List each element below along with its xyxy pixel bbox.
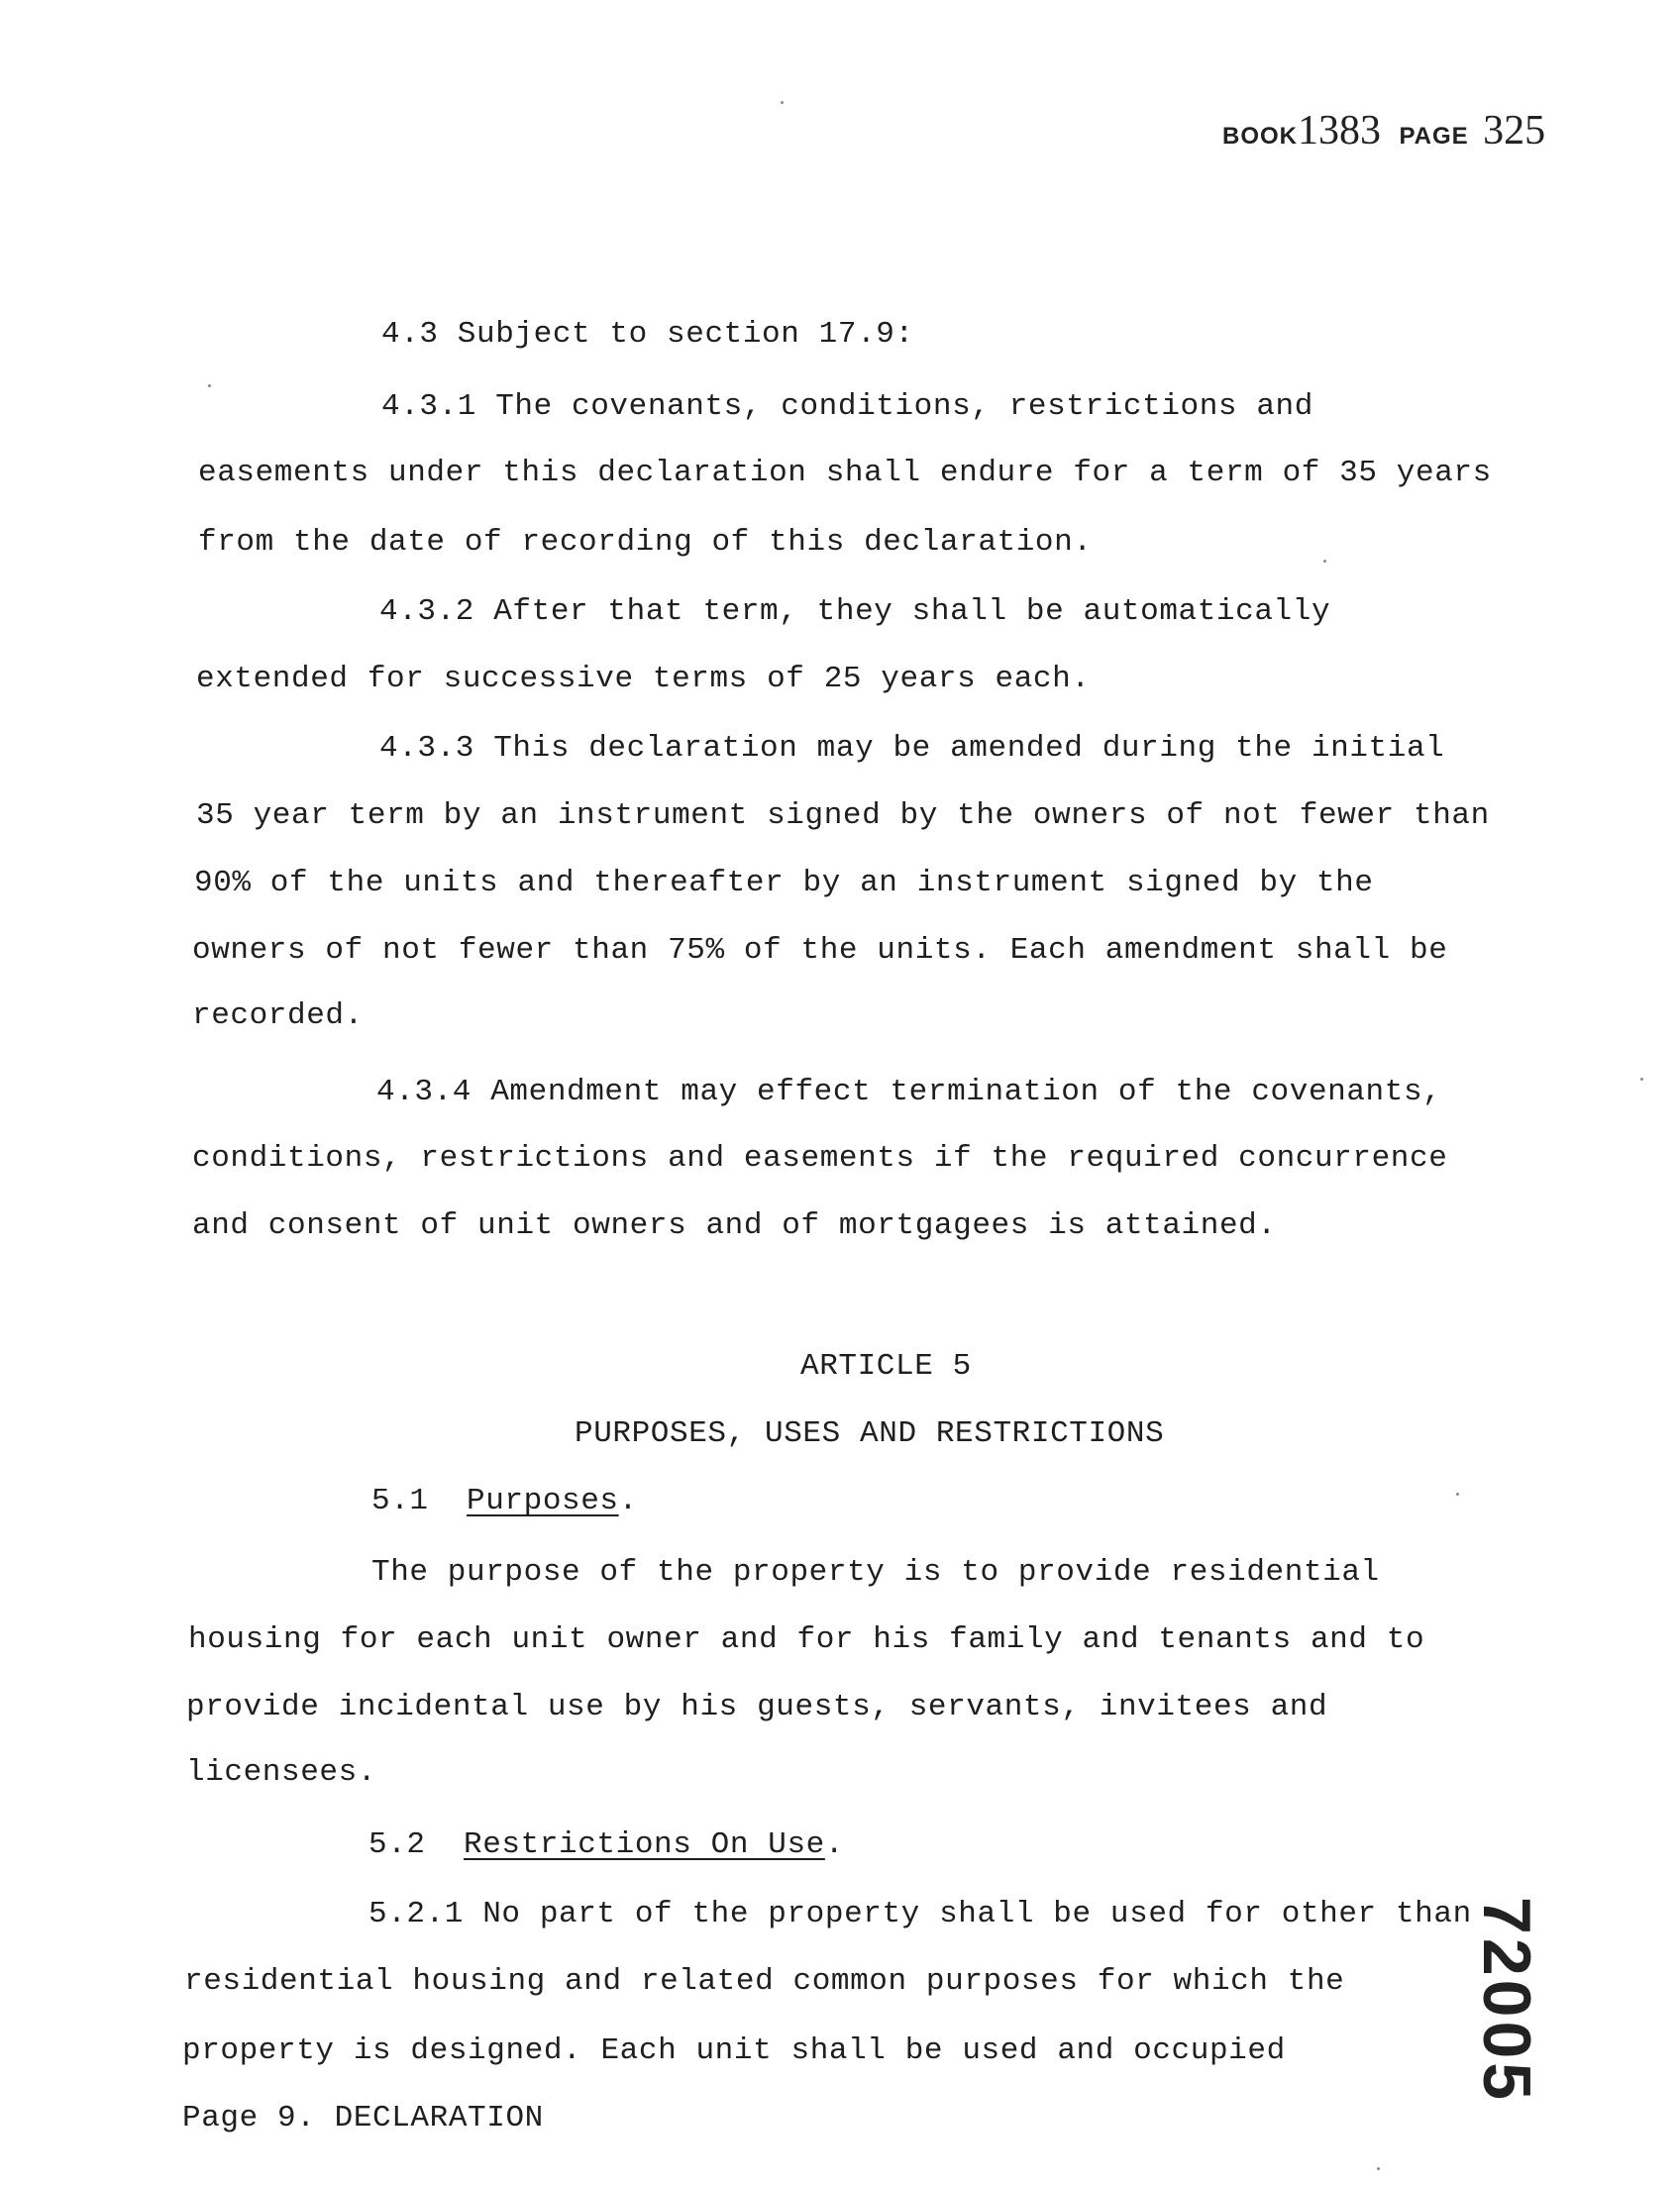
section-5-1-line-1: The purpose of the property is to provide residential bbox=[371, 1555, 1380, 1590]
section-5-1-heading: 5.1 Purposes. bbox=[371, 1484, 638, 1518]
section-5-1-number: 5.1 bbox=[371, 1484, 429, 1518]
book-label: BOOK bbox=[1222, 123, 1298, 150]
section-5-2-heading: 5.2 Restrictions On Use. bbox=[368, 1827, 845, 1862]
section-4-3-3-line-1: 4.3.3 This declaration may be amended during the initial bbox=[379, 731, 1445, 766]
book-page-header bbox=[1222, 107, 1545, 155]
section-4-3-3-line-3: 90% of the units and thereafter by an instrument signed by the bbox=[194, 866, 1374, 900]
section-4-3-4-line-2: conditions, restrictions and easements if the required concurrence bbox=[192, 1141, 1448, 1176]
section-4-3: 4.3 Subject to section 17.9: bbox=[381, 317, 914, 352]
page-number: 325 bbox=[1483, 108, 1546, 154]
section-5-2-number: 5.2 bbox=[368, 1827, 426, 1862]
section-4-3-4-line-3: and consent of unit owners and of mortgagees is attained. bbox=[192, 1208, 1277, 1243]
section-5-2-1-line-2: residential housing and related common purposes for which the bbox=[184, 1964, 1345, 1999]
section-4-3-1-line-1: 4.3.1 The covenants, conditions, restrictions and bbox=[381, 389, 1313, 424]
section-4-3-3-line-2: 35 year term by an instrument signed by the owners of not fewer than bbox=[196, 798, 1490, 833]
section-5-1-line-3: provide incidental use by his guests, servants, invitees and bbox=[186, 1690, 1328, 1724]
recording-stamp-number: 72005 bbox=[1469, 1897, 1544, 2105]
footer-page-reference: Page 9. DECLARATION bbox=[182, 2101, 544, 2135]
section-4-3-4-line-1: 4.3.4 Amendment may effect termination of the covenants, bbox=[376, 1075, 1442, 1109]
section-4-3-2-line-2: extended for successive terms of 25 years each. bbox=[196, 662, 1091, 696]
article-title: ARTICLE 5 bbox=[800, 1349, 972, 1384]
article-subtitle: PURPOSES, USES AND RESTRICTIONS bbox=[575, 1416, 1165, 1451]
section-4-3-3-line-4: owners of not fewer than 75% of the units. Each amendment shall be bbox=[192, 933, 1448, 968]
scan-speck bbox=[781, 101, 784, 104]
section-5-1-line-4: licensees. bbox=[186, 1755, 377, 1790]
section-5-1-line-2: housing for each unit owner and for his family and tenants and to bbox=[188, 1622, 1425, 1657]
section-4-3-2-line-1: 4.3.2 After that term, they shall be automatically bbox=[379, 594, 1331, 629]
scan-speck bbox=[1456, 1493, 1459, 1496]
section-4-3-1-line-3: from the date of recording of this declaration. bbox=[198, 525, 1093, 560]
scan-speck bbox=[208, 384, 211, 387]
section-5-2-1-line-1: 5.2.1 No part of the property shall be used for other than bbox=[368, 1897, 1472, 1931]
section-4-3-1-line-2: easements under this declaration shall endure for a term of 35 years bbox=[198, 456, 1492, 490]
section-5-2-1-line-3: property is designed. Each unit shall be used and occupied bbox=[182, 2033, 1286, 2068]
scan-speck bbox=[1323, 560, 1326, 563]
book-number: 1383 bbox=[1298, 108, 1381, 154]
page-label: PAGE bbox=[1399, 123, 1469, 150]
scan-speck bbox=[1377, 2167, 1380, 2170]
scan-speck bbox=[1640, 1078, 1643, 1081]
section-4-3-3-line-5: recorded. bbox=[192, 998, 364, 1033]
section-5-1-title: Purposes bbox=[467, 1484, 619, 1518]
section-5-2-title: Restrictions On Use bbox=[464, 1827, 825, 1862]
